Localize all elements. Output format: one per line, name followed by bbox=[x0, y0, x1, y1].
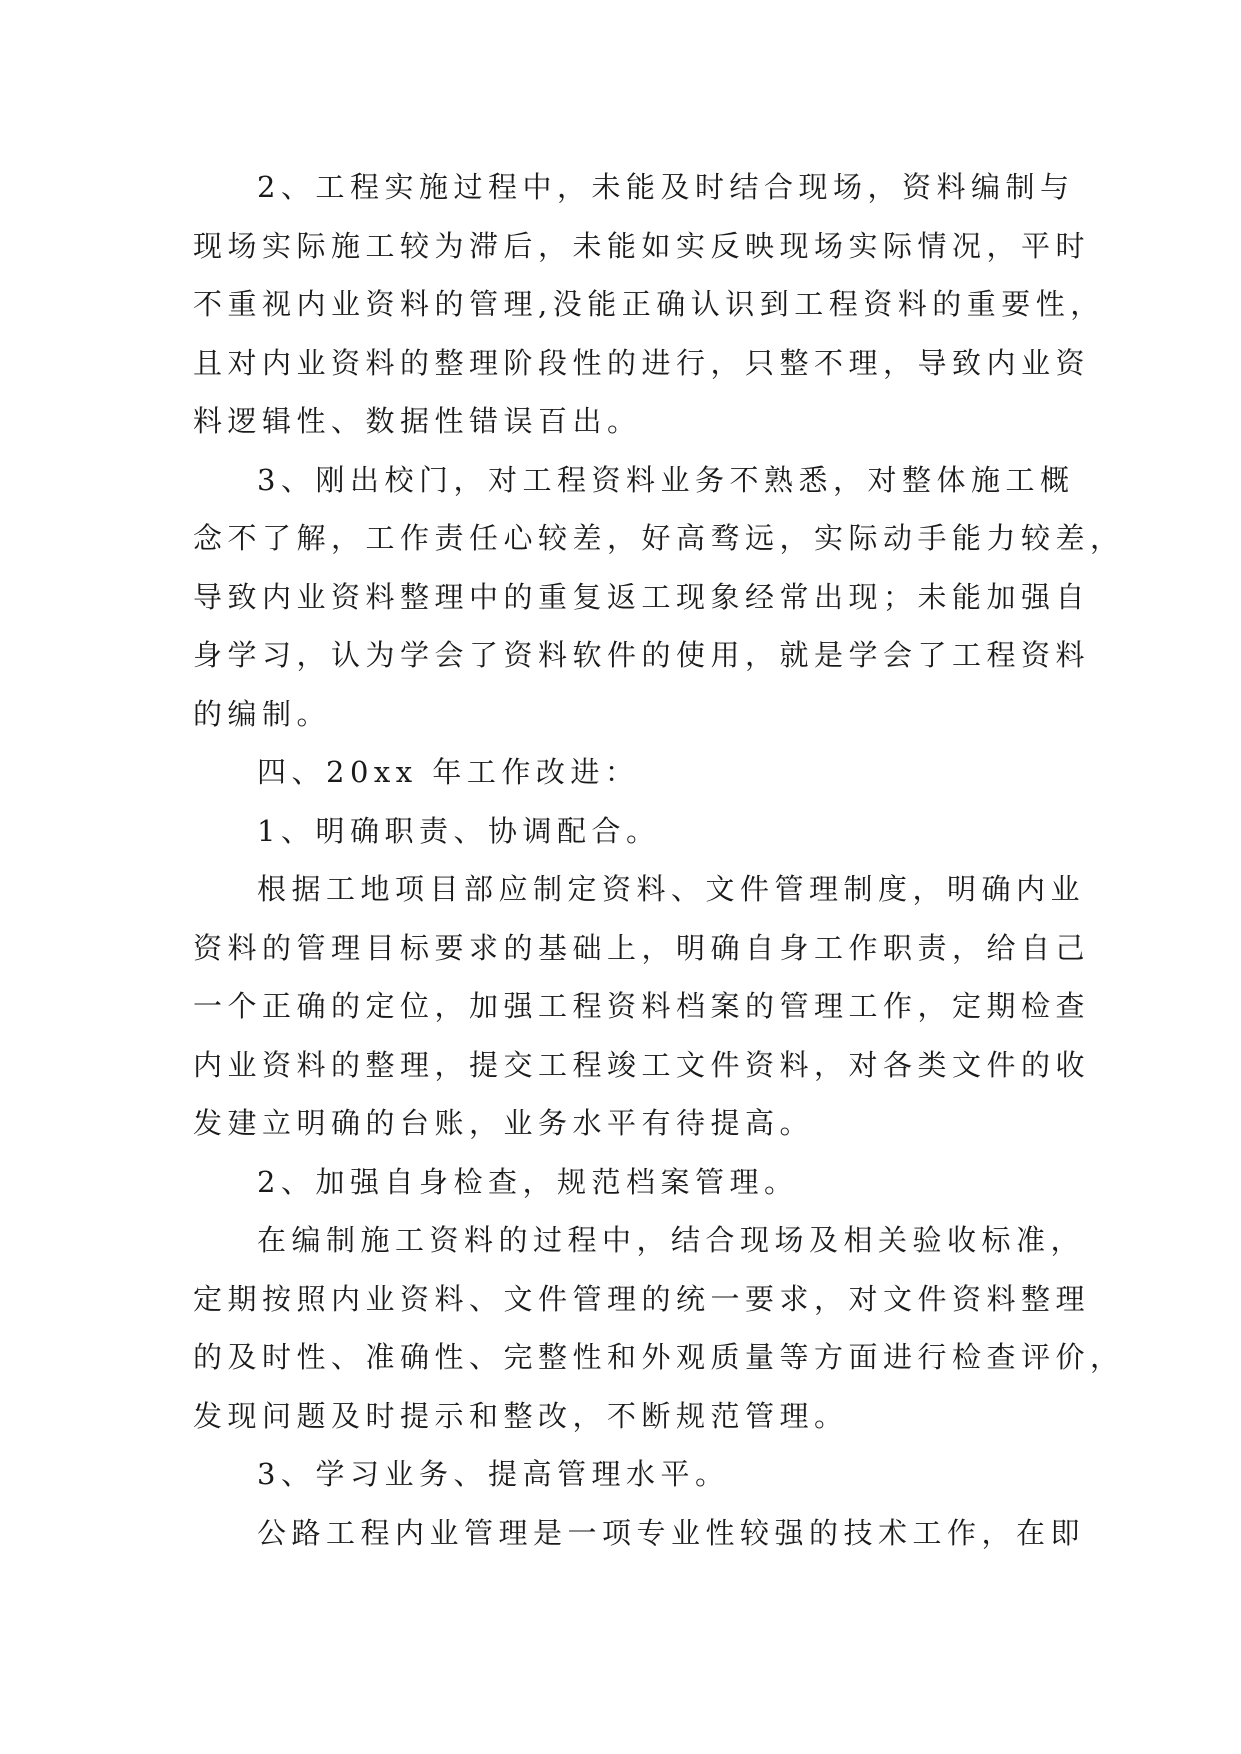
text-line: 发现问题及时提示和整改，不断规范管理。 bbox=[193, 1398, 849, 1433]
text-line: 的及时性、准确性、完整性和外观质量等方面进行检查评价， bbox=[193, 1340, 1125, 1374]
text-line: 不重视内业资料的管理,没能正确认识到工程资料的重要性， bbox=[193, 287, 1105, 321]
text-line: 根据工地项目部应制定资料、文件管理制度，明确内业 bbox=[257, 872, 1086, 906]
text-line: 且对内业资料的整理阶段性的进行，只整不理，导致内业资 bbox=[193, 345, 1091, 380]
text-line: 资料的管理目标要求的基础上，明确自身工作职责，给自己 bbox=[193, 930, 1091, 965]
text-line: 一个正确的定位，加强工程资料档案的管理工作，定期检查 bbox=[193, 989, 1091, 1023]
text-line: 现场实际施工较为滞后，未能如实反映现场实际情况，平时 bbox=[193, 228, 1091, 263]
text-line: 料逻辑性、数据性错误百出。 bbox=[193, 404, 642, 438]
text-line: 3、刚出校门，对工程资料业务不熟悉，对整体施工概 bbox=[257, 462, 1075, 497]
text-line: 发建立明确的台账，业务水平有待提高。 bbox=[193, 1106, 815, 1140]
text-line: 1、明确职责、协调配合。 bbox=[257, 813, 661, 848]
text-line: 定期按照内业资料、文件管理的统一要求，对文件资料整理 bbox=[193, 1281, 1091, 1316]
text-line: 内业资料的整理，提交工程竣工文件资料，对各类文件的收 bbox=[193, 1047, 1091, 1082]
text-line: 身学习，认为学会了资料软件的使用，就是学会了工程资料 bbox=[193, 638, 1091, 672]
text-line: 导致内业资料整理中的重复返工现象经常出现；未能加强自 bbox=[193, 579, 1091, 614]
document-body bbox=[193, 158, 1125, 1562]
text-line: 四、20xx 年工作改进： bbox=[257, 755, 640, 789]
text-line: 的编制。 bbox=[193, 696, 332, 731]
text-line: 3、学习业务、提高管理水平。 bbox=[257, 1457, 730, 1491]
text-line: 2、工程实施过程中，未能及时结合现场，资料编制与 bbox=[257, 170, 1075, 204]
text-line: 2、加强自身检查，规范档案管理。 bbox=[257, 1164, 799, 1199]
text-line: 在编制施工资料的过程中，结合现场及相关验收标准， bbox=[257, 1223, 1086, 1257]
text-line: 念不了解，工作责任心较差，好高骛远，实际动手能力较差， bbox=[193, 521, 1125, 555]
text-line: 公路工程内业管理是一项专业性较强的技术工作，在即 bbox=[257, 1515, 1086, 1550]
